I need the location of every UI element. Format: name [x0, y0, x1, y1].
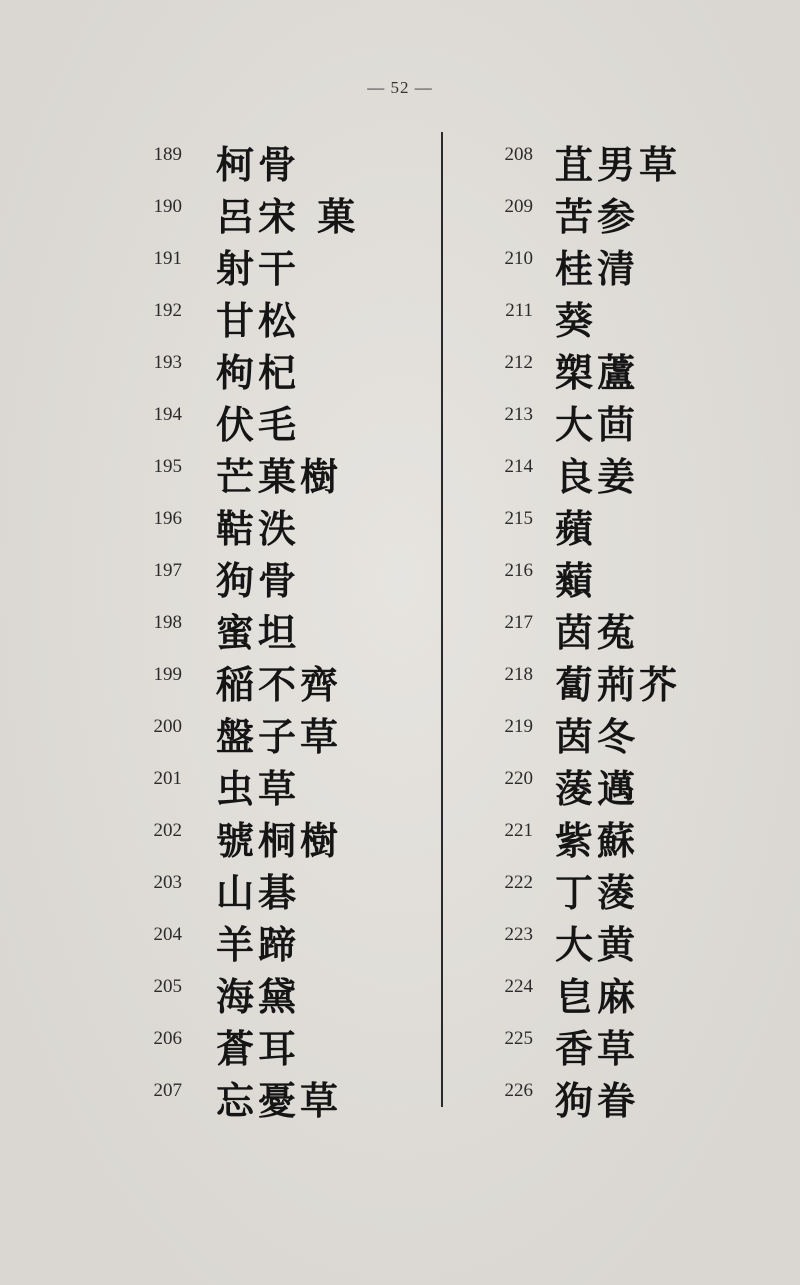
entry-row [130, 1068, 430, 1123]
entry-row [130, 184, 430, 239]
entry-term: 射干 [216, 246, 301, 291]
entry-term: 皀麻 [555, 974, 640, 1019]
entry-number: 207 [153, 1080, 182, 1101]
entry-number: 189 [153, 144, 182, 165]
right-column [475, 132, 775, 1123]
entry-term: 虫草 [216, 766, 301, 811]
entry-term: 香草 [555, 1026, 640, 1071]
entry-number: 213 [504, 404, 533, 425]
entry-number: 202 [153, 820, 182, 841]
entry-term: 芒菓樹 [216, 454, 343, 499]
entry-term: 蔔荊芥 [555, 662, 682, 707]
entry-row [475, 288, 775, 343]
entry-term: 山碁 [216, 870, 301, 915]
entry-number: 226 [504, 1080, 533, 1101]
page-number: — 52 — [367, 78, 433, 97]
entry-term: 葵 [555, 298, 598, 343]
entry-row [130, 132, 430, 187]
entry-number: 195 [153, 456, 182, 477]
entry-number: 200 [153, 716, 182, 737]
entry-term: 呂宋 菓 [216, 194, 360, 239]
entry-term: 茵菟 [555, 610, 640, 655]
entry-row [130, 808, 430, 863]
entry-number: 196 [153, 508, 182, 529]
entry-number: 211 [505, 300, 533, 321]
entry-number: 222 [504, 872, 533, 893]
entry-number: 193 [153, 352, 182, 373]
entry-term: 大茴 [555, 402, 640, 447]
entry-number: 199 [153, 664, 182, 685]
left-column [130, 132, 430, 1123]
entry-row [130, 340, 430, 395]
column-divider [441, 132, 443, 1107]
entry-term: 苦参 [555, 194, 640, 239]
entry-row [130, 964, 430, 1019]
entry-row [475, 860, 775, 915]
entry-term: 丁蔆 [555, 870, 640, 915]
entry-term: 蜜坦 [216, 610, 301, 655]
entry-row [475, 912, 775, 967]
entry-term: 盤子草 [216, 714, 343, 759]
entry-row [475, 1016, 775, 1071]
entry-number: 212 [504, 352, 533, 373]
entry-term: 狗骨 [216, 558, 301, 603]
entry-row [475, 756, 775, 811]
entry-row [130, 444, 430, 499]
entry-row [130, 860, 430, 915]
entry-row [475, 132, 775, 187]
entry-number: 217 [504, 612, 533, 633]
entry-term: 良姜 [555, 454, 640, 499]
entry-term: 伏毛 [216, 402, 301, 447]
entry-number: 194 [153, 404, 182, 425]
entry-row [130, 496, 430, 551]
entry-term: 蘋 [555, 506, 598, 551]
entry-row [130, 1016, 430, 1071]
entry-term: 柯骨 [216, 142, 301, 187]
entry-term: 枸杞 [216, 350, 301, 395]
entry-number: 219 [504, 716, 533, 737]
entry-row [130, 652, 430, 707]
entry-number: 201 [153, 768, 182, 789]
entry-number: 216 [504, 560, 533, 581]
entry-term: 忘憂草 [216, 1078, 343, 1123]
entry-number: 204 [153, 924, 182, 945]
entry-number: 197 [153, 560, 182, 581]
entry-term: 桂清 [555, 246, 640, 291]
entry-row [475, 652, 775, 707]
entry-row [475, 600, 775, 655]
entry-row [130, 236, 430, 291]
entry-number: 192 [153, 300, 182, 321]
entry-number: 190 [153, 196, 182, 217]
entry-number: 218 [504, 664, 533, 685]
entry-row [475, 392, 775, 447]
entry-row [475, 184, 775, 239]
entry-row [130, 600, 430, 655]
entry-number: 221 [504, 820, 533, 841]
entry-row [130, 288, 430, 343]
entry-row [130, 392, 430, 447]
entry-term: 鞊泆 [216, 506, 301, 551]
entry-row [475, 496, 775, 551]
entry-term: 紫蘇 [555, 818, 640, 863]
entry-number: 209 [504, 196, 533, 217]
entry-number: 225 [504, 1028, 533, 1049]
entry-row [130, 756, 430, 811]
entry-row [475, 548, 775, 603]
entry-number: 215 [504, 508, 533, 529]
entry-number: 205 [153, 976, 182, 997]
entry-number: 208 [504, 144, 533, 165]
entry-term: 羊蹄 [216, 922, 301, 967]
entry-term: 茵冬 [555, 714, 640, 759]
entry-row [475, 808, 775, 863]
entry-number: 191 [153, 248, 182, 269]
entry-row [130, 548, 430, 603]
entry-row [475, 236, 775, 291]
entry-term: 號桐樹 [216, 818, 343, 863]
entry-term: 甘松 [216, 298, 301, 343]
entry-term: 蘱 [555, 558, 598, 603]
entry-term: 狗眷 [555, 1078, 640, 1123]
entry-row [475, 1068, 775, 1123]
entry-row [475, 444, 775, 499]
entry-term: 蒼耳 [216, 1026, 301, 1071]
entry-term: 苴男草 [555, 142, 682, 187]
entry-number: 210 [504, 248, 533, 269]
entry-number: 223 [504, 924, 533, 945]
entry-row [130, 912, 430, 967]
entry-row [130, 704, 430, 759]
entry-number: 214 [504, 456, 533, 477]
entry-row [475, 340, 775, 395]
entry-term: 槊蘆 [555, 350, 640, 395]
entry-number: 224 [504, 976, 533, 997]
entry-row [475, 704, 775, 759]
entry-number: 198 [153, 612, 182, 633]
entry-number: 206 [153, 1028, 182, 1049]
entry-row [475, 964, 775, 1019]
entry-term: 海黛 [216, 974, 301, 1019]
entry-term: 大黄 [555, 922, 640, 967]
entry-number: 220 [504, 768, 533, 789]
entry-term: 稲不齊 [216, 662, 343, 707]
entry-term: 蔆邁 [555, 766, 640, 811]
entry-number: 203 [153, 872, 182, 893]
